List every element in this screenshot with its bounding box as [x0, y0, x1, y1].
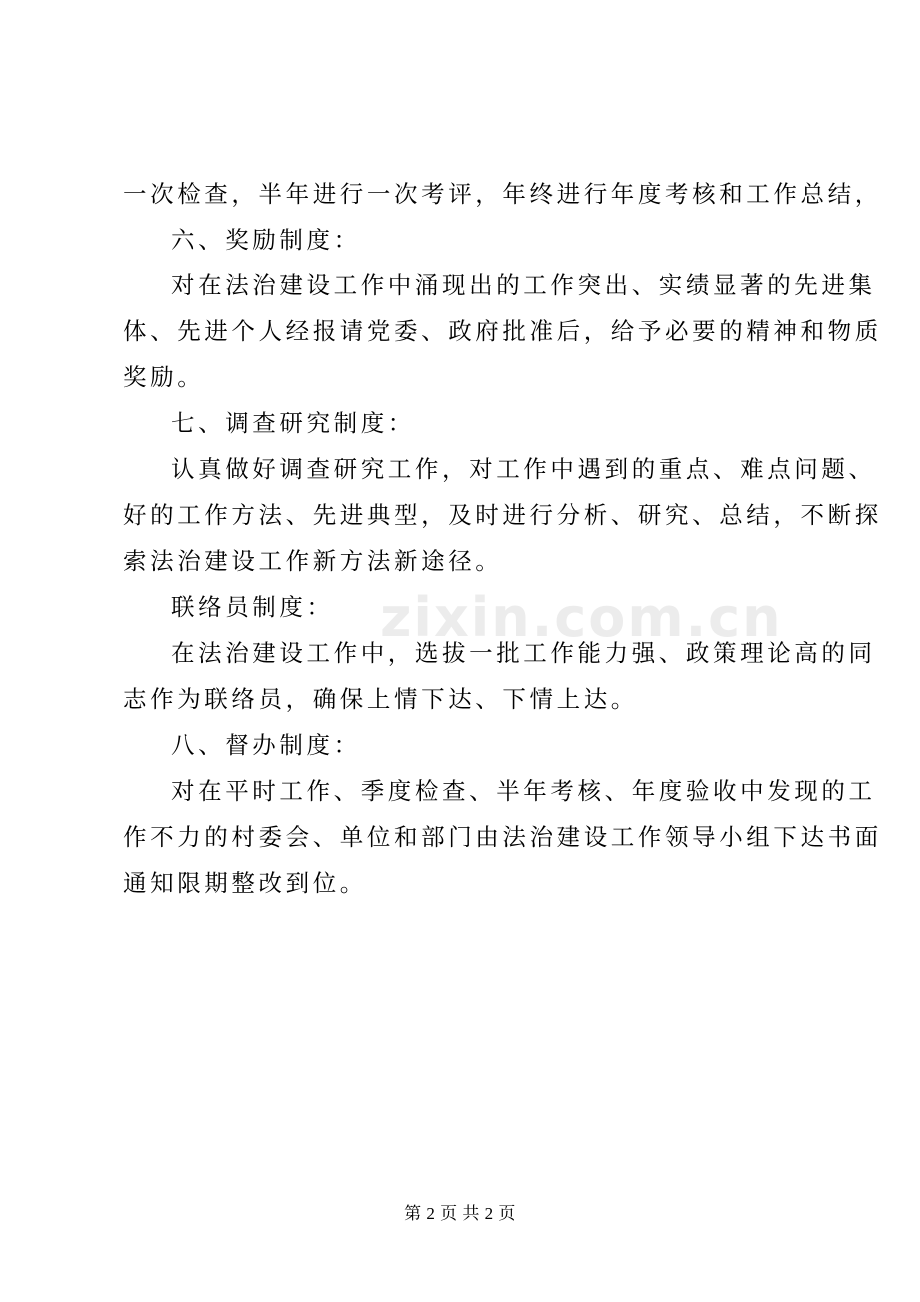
section-heading-liaison: 联络员制度： — [171, 593, 334, 621]
paragraph-line: 认真做好调查研究工作，对工作中遇到的重点、难点问题、 — [171, 455, 876, 483]
watermark: zixin.com.cn — [380, 586, 783, 649]
section-heading-rewards: 六、奖励制度： — [171, 226, 361, 254]
paragraph-line: 志作为联络员，确保上情下达、下情上达。 — [123, 685, 638, 713]
section-heading-research: 七、调查研究制度： — [171, 409, 415, 437]
paragraph-line: 对在平时工作、季度检查、半年考核、年度验收中发现的工 — [171, 777, 876, 805]
paragraph-line: 奖励。 — [123, 363, 205, 391]
section-heading-supervision: 八、督办制度： — [171, 731, 361, 759]
paragraph-line: 一次检查，半年进行一次考评，年终进行年度考核和工作总结， — [123, 180, 882, 208]
paragraph-line: 对在法治建设工作中涌现出的工作突出、实绩显著的先进集 — [171, 271, 876, 299]
page-number-footer: 第 2 页 共 2 页 — [404, 1204, 516, 1223]
paragraph-line: 作不力的村委会、单位和部门由法治建设工作领导小组下达书面 — [123, 823, 882, 851]
paragraph-line: 好的工作方法、先进典型，及时进行分析、研究、总结，不断探 — [123, 501, 882, 529]
paragraph-line: 索法治建设工作新方法新途径。 — [123, 547, 503, 575]
paragraph-line: 通知限期整改到位。 — [123, 869, 367, 897]
paragraph-line: 在法治建设工作中，选拔一批工作能力强、政策理论高的同 — [171, 639, 876, 667]
paragraph-line: 体、先进个人经报请党委、政府批准后，给予必要的精神和物质 — [123, 317, 882, 345]
